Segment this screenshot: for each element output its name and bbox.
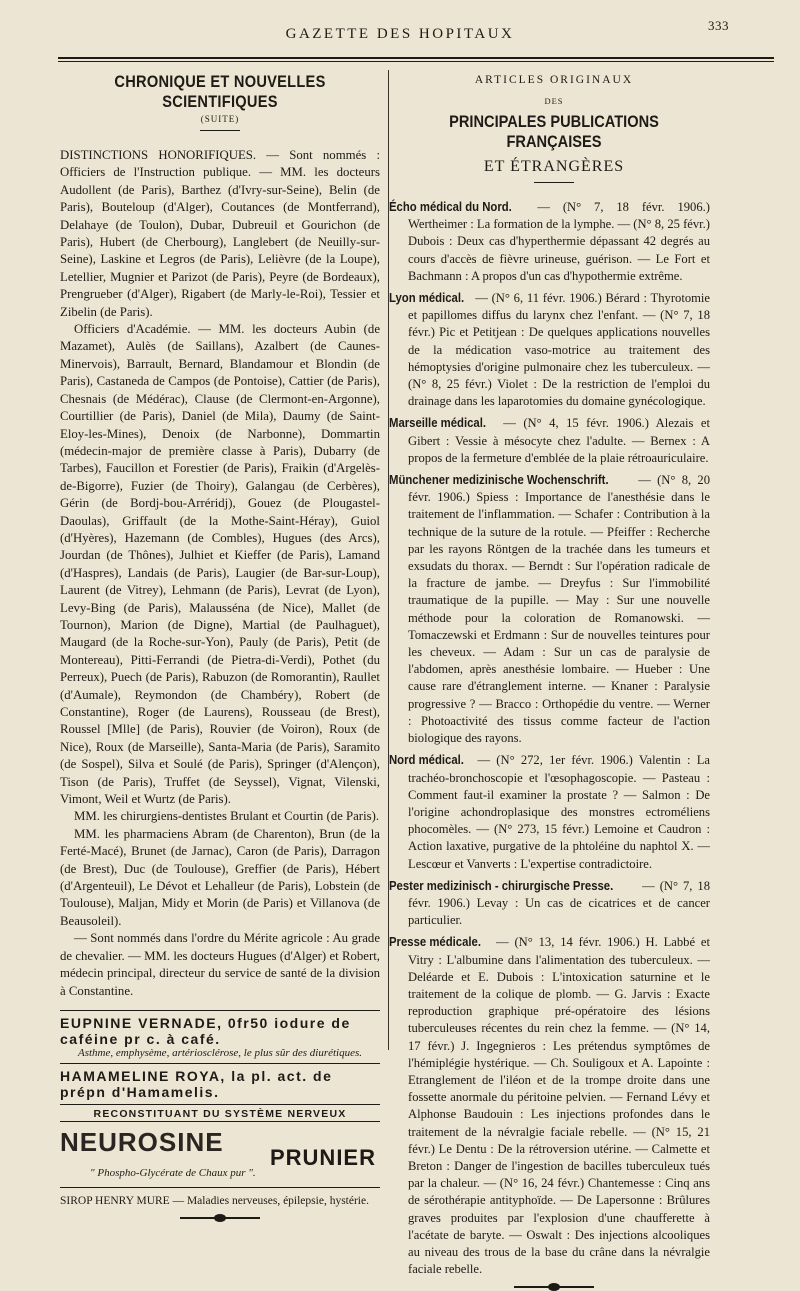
journal-entry [389, 199, 710, 285]
paragraph: MM. les pharmaciens Abram (de Charenton), Brun (de la Ferté-Macé), Brunet (de Jarnac), Caron (de Paris), Darragon (de Brest), Duc (de Toulouse), Greffier (de Paris), Hébert (d'Argenteuil), Le Dévot et Lehalleur (de Paris), Lobstein (de Toulouse), Maljan, Midy et Morin (de Paris) et Villanova (de Beausoleil). [60, 826, 380, 928]
advertisement-neurosine [60, 1104, 380, 1188]
left-column [60, 72, 380, 1219]
header-rule-thin [58, 61, 774, 62]
end-ornament [514, 1286, 594, 1288]
ad-hamameline-title: HAMAMELINE ROYA, la pl. act. de prépn d'Hamamelis. [60, 1067, 333, 1100]
paragraph: — Sont nommés dans l'ordre du Mérite agricole : Au grade de chevalier. — MM. les docteurs Hugues (d'Alger) et Robert, médecin principal, directeur du service de santé de la division à Constantine. [60, 931, 380, 998]
ad-eupnine-title: EUPNINE VERNADE, 0fr50 iodure de caféine pr c. à café. [60, 1014, 351, 1047]
ad-neurosine-brand: NEUROSINE [60, 1126, 224, 1157]
publications-title: PRINCIPALES PUBLICATIONS FRANÇAISES [449, 112, 659, 151]
journal-entries [389, 199, 710, 1278]
articles-des: DES [544, 96, 564, 106]
paragraph: MM. les chirurgiens-dentistes Brulant et Courtin (de Paris). [74, 809, 380, 824]
journal-contents: — (N° 6, 11 févr. 1906.) Bérard : Thyrotomie et papillomes diffus du larynx chez l'enfant. — (N° 7, 18 févr.) Pic et Petitjean : De quelques applications nouvelles de la médication vaso-motrice au traitement des hémoptysies d'origine pulmonaire chez les tuberculeux. — (N° 8, 25 févr.) Violet : De la restriction de l'emploi du drainage dans les laparotomies du domaine gynécologique. [408, 291, 710, 409]
journal-name: Écho médical du Nord. [389, 200, 512, 214]
paragraph: DISTINCTIONS HONORIFIQUES. — Sont nommés : Officiers de l'Instruction publique. — MM. les docteurs Audollent (de Paris), Barthez (d'Ivry-sur-Seine), Belin (de Paris), Bouteloup (d'Alger), Coutances (de Montferrand), Delahaye (de Toulon), Dubar, Dubreuil et Gourichon (de Paris), Hubert (de Cherbourg), Langlebert (de Neuilly-sur-Seine), Laskine et Legros (de Paris), Lelièvre (de la Loupe), Letellier, Mugnier et Parizot (de Paris), Peyre (de Bordeaux), Prengrueber (d'Alger), Rigabert (de Marly-le-Roi), Tessier et Zibelin (de Paris). [60, 148, 380, 319]
advertisement-eupnine [60, 1010, 380, 1059]
ad-phospho: " Phospho-Glycérate de Chaux pur ". [90, 1166, 256, 1179]
articles-heading: ARTICLES ORIGINAUX [474, 74, 634, 86]
header-rule [58, 57, 774, 59]
journal-name: Nord médical. [389, 753, 464, 768]
ad-eupnine-subtitle: Asthme, emphysème, artériosclérose, le plus sûr des diurétiques. [77, 1046, 363, 1059]
journal-name: Münchener medizinische Wochenschrift. [389, 473, 609, 488]
section-subtitle: (SUITE) [200, 114, 240, 124]
advertisement-sirop [60, 1194, 380, 1209]
journal-entry [389, 290, 710, 410]
ad-prunier-brand: PRUNIER [269, 1144, 376, 1170]
advertisement-hamameline [60, 1063, 380, 1100]
journal-contents: — (N° 4, 15 févr. 1906.) Alezais et Gibert : Vessie à mésocyte chez l'adulte. — Bernex : A propos de la fermeture d'emblée de la plaie rétroauriculaire. [408, 416, 710, 465]
title-rule [200, 130, 240, 131]
right-column [389, 72, 710, 1288]
journal-name: Pester medizinisch - chirurgische Presse. [389, 878, 614, 893]
journal-contents: — (N° 13, 14 févr. 1906.) H. Labbé et Vitry : L'albumine dans l'alimentation des tuberculeux. — Deléarde et E. Dubois : L'intoxication saturnine et le traitement de la colique de plomb. — G. Jarvis : Exacte reproduction graphique pré-opératoire des lésions tuberculeuses récentes du rein chez la femme. — (N° 14, 17 févr.) J. Ingegnieros : Les prétendus symptômes de l'hémiplégie hystérique. — Ch. Souligoux et A. Lapointe : Etranglement de l'iléon et de la trompe droite dans une fossette anormale du péritoine pelvien. — Fernand Lévy et Alphonse Baudouin : Les injections profondes dans le traitement de la névralgie faciale rebelle. — (N° 15, 21 févr.) Le Dentu : De la rétroversion utérine. — Calmette et Breton : Danger de l'ingestion de bacilles tuberculeux tués par la chaleur. — (N° 16, 24 févr.) Chantemesse : Cinq ans de sérothérapie antityphoïde. — De Lapersonne : Brûlures graves produites par l'explosion d'une chaufferette à l'acétate de baryte. — Oswalt : Des injections alcooliques au niveau des trous de la base du crâne dans la névralgie faciale rebelle. [408, 935, 710, 1277]
journal-entry [389, 415, 710, 467]
section-title: CHRONIQUE ET NOUVELLES SCIENTIFIQUES [114, 72, 326, 111]
journal-entry [389, 752, 710, 872]
journal-entry [389, 878, 710, 930]
journal-contents: — (N° 7, 18 févr. 1906.) Levay : Un cas de cicatrices et de cancer particulier. [408, 878, 710, 928]
ad-sirop-text: SIROP HENRY MURE — Maladies nerveuses, épilepsie, hystérie. [60, 1194, 369, 1207]
title-rule [534, 182, 574, 183]
column-divider [388, 70, 389, 1050]
journal-contents: — (N° 7, 18 févr. 1906.) Wertheimer : La formation de la lymphe. — (N° 8, 25 févr.) Dubois : Deux cas d'hyperthermie dépassant 42 degrés au cours d'accès de fièvre urineuse, guérison. — Le Fort et Bachmann : A propos d'un cas d'hypothermie extrême. [408, 200, 710, 283]
publications-subtitle: ET ÉTRANGÈRES [483, 158, 625, 175]
journal-name: Marseille médical. [389, 416, 487, 431]
end-ornament [180, 1217, 260, 1219]
page-number: 333 [708, 18, 729, 33]
journal-name: Lyon médical. [389, 291, 465, 306]
paragraph: Officiers d'Académie. — MM. les docteurs Aubin (de Mazamet), Aulès (de Saillans), Azalbert (de Caunes-Minervois), Barrault, Bernard, Blandamour et Blondin (de Paris), Castaneda de Campos (de Pontoise), Cattier (de Paris), Chesnais (de Médérac), Clause (de Clermont-en-Argonne), Courtillier (de Paris), Daniel (de Mila), Daumy (de Saint-Eloy-les-Mines), Denoix (de Narbonne), Dommartin (médecin-major de première classe à Paris), Dubarry (de Tarbes), Faucillon et Forestier (de Paris), Fraikin (d'Argelès-de-Bigorre), Fuzier (de Thoiry), Galangau (de Cerbères), Gérin (de Bordj-bou-Arréridj), Gouez (de Plougastel-Daoulas), Griffault (de la Mothe-Saint-Héray), Guiol (d'Hyères), Hazemann (de Combles), Hugues (des Arcs), Jourdan (de Thônes), Julhiet et Kieffer (de Paris), Lamand (d'Haspres), Landais (de Paris), Laugier (de Bar-sur-Loup), Laurent (de Vitrey), Lehmann (de Paris), Levrat (de Lyon), Levy-Bing (de Paris), Malausséna (de Nice), Mallet (de Tournon), Marion (de Digne), Martial (de Paulhaguet), Maugard (de la Roche-sur-Yon), Pauly (de Paris), Petit (de Montereau), Pitti-Ferrandi (de Pietra-di-Verdi), Pothet (du Perreux), Puech (de Paris), Rabuzon (de Romorantin), Raullet (d'Aumale), Reymondon (de Chambéry), Robert (de Constantine), Roger (de Laurens), Rousseau (de Brest), Roussel [Mlle] (de Paris), Rouvier (de Voiron), Roux (de Nice), Roux (de Marseille), Santa-Maria (de Paris), Saramito (de Sospel), Silva et Soulé (de Paris), Springer (d'Alençon), Tison (de Paris), Truffet (de Seyssel), Vignat, Vilenski, Vimont, Weil et Wurtz (de Paris). [60, 322, 380, 807]
journal-contents: — (N° 272, 1er févr. 1906.) Valentin : La trachéo-bronchoscopie et l'œsophagoscopie. — Pasteau : Comment faut-il examiner la prostate ? — Salmon : De l'origine achondroplasique des monstres ectroméliens phocomèles. — (N° 273, 15 févr.) Lemoine et Caudron : Action laxative, purgative de la phtoléine du naphtol X. — Lescœur et Vanverts : L'expertise contradictoire. [408, 753, 710, 871]
journal-contents: — (N° 8, 20 févr. 1906.) Spiess : Importance de l'anesthésie dans le traitement de l'inflammation. — Schafer : Contribution à la technique de la suture de la rotule. — Pfeiffer : Recherche par les rayons Röntgen de la trachée dans les tumeurs et exsudats du thorax. — Berndt : Sur l'opération radicale de la fracture de jambe. — Dreyfus : Sur l'immobilité traumatique de la pupille. — May : Sur une nouvelle méthode pour la coloration de Romanowski. — Tomaczewski et Erdmann : Sur de nouvelles teintures pour les cheveux. — Adam : Sur un cas de paralysie de l'abdomen, après anesthésie lombaire. — Hueber : Une cause rare d'étranglement interne. — Knaner : Paralysie progressive ? — Bracco : Orthopédie du ventre. — Werner : Photoactivité des tissus comme facteur de l'action biologique des rayons. [408, 473, 710, 746]
running-header: GAZETTE DES HOPITAUX [285, 26, 515, 42]
journal-entry [389, 472, 710, 747]
journal-name: Presse médicale. [389, 935, 482, 950]
ad-reconstituant: RECONSTITUANT DU SYSTÈME NERVEUX [60, 1108, 380, 1122]
journal-entry [389, 934, 710, 1278]
